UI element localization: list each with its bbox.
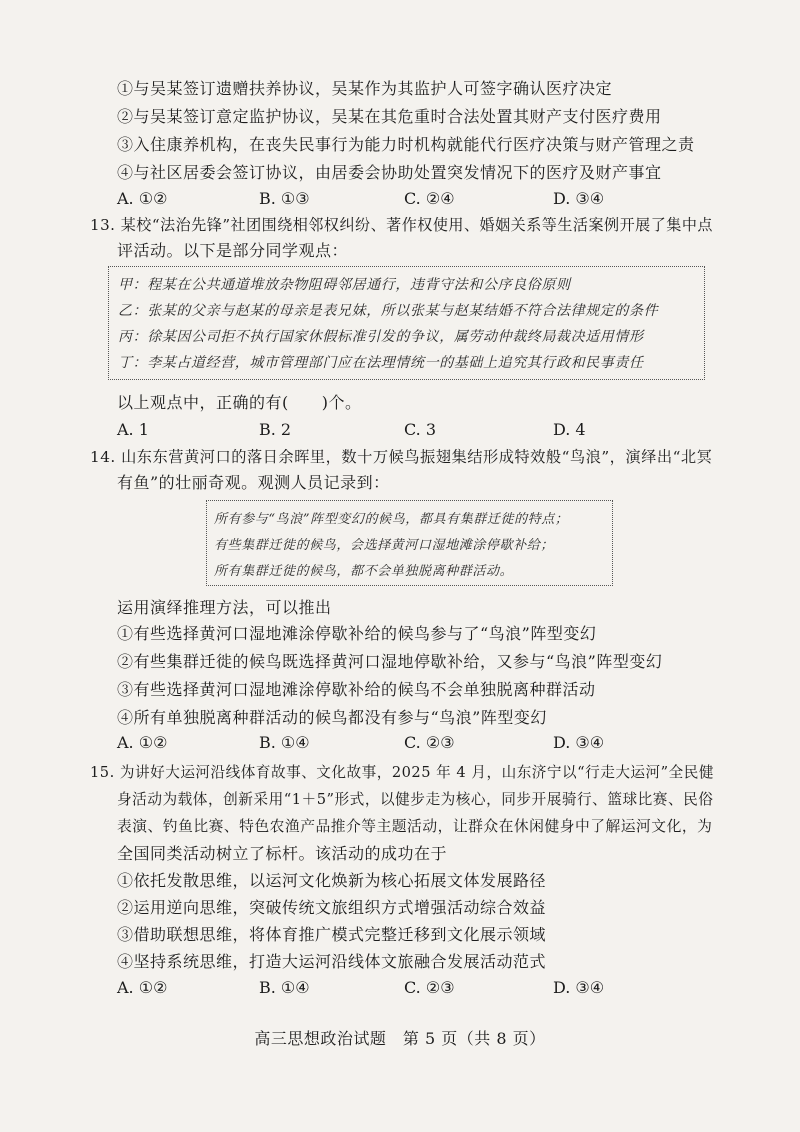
- q13-opinion-jia: 甲：程某在公共通道堆放杂物阻碍邻居通行，违背守法和公序良俗原则: [118, 277, 571, 293]
- q15-stem-line2: 身活动为载体，创新采用“1＋5”形式，以健步走为核心，同步开展骑行、篮球比赛、民俗: [117, 791, 714, 808]
- q15-stem-line1: 15. 为讲好大运河沿线体育故事、文化故事，2025 年 4 月，山东济宁以“行走大运河”全民健: [90, 764, 714, 781]
- q15-option-a: A. ①②: [117, 978, 168, 997]
- q13-option-a: A. 1: [117, 420, 149, 439]
- q12-item-1: ①与吴某签订遗赠扶养协议，吴某作为其监护人可签字确认医疗决定: [117, 79, 613, 98]
- q14-record-3: 所有集群迁徙的候鸟，都不会单独脱离种群活动。: [214, 564, 514, 579]
- q12-option-c: C. ②④: [404, 189, 455, 208]
- q12-option-b: B. ①③: [259, 189, 310, 208]
- q13-option-b: B. 2: [259, 420, 292, 439]
- q15-stem-line4: 全国同类活动树立了标杆。该活动的成功在于: [117, 844, 448, 863]
- q13-stem-line2: 评活动。以下是部分同学观点：: [117, 241, 349, 260]
- q14-item-3: ③有些选择黄河口湿地滩涂停歇补给的候鸟不会单独脱离种群活动: [117, 680, 596, 699]
- q12-item-2: ②与吴某签订意定监护协议，吴某在其危重时合法处置其财产支付医疗费用: [117, 107, 662, 126]
- q15-item-2: ②运用逆向思维，突破传统文旅组织方式增强活动综合效益: [117, 898, 547, 917]
- q12-item-4: ④与社区居委会签订协议，由居委会协助处置突发情况下的医疗及财产事宜: [117, 163, 662, 182]
- q14-item-4: ④所有单独脱离种群活动的候鸟都没有参与“鸟浪”阵型变幻: [117, 708, 547, 727]
- q12-item-3: ③入住康养机构，在丧失民事行为能力时机构就能代行医疗决策与财产管理之责: [117, 135, 695, 154]
- q15-option-b: B. ①④: [259, 978, 310, 997]
- q15-item-1: ①依托发散思维，以运河文化焕新为核心拓展文体发展路径: [117, 871, 547, 890]
- q15-option-c: C. ②③: [404, 978, 455, 997]
- q14-option-c: C. ②③: [404, 733, 455, 752]
- q14-stem-line2: 有鱼”的壮丽奇观。观测人员记录到：: [117, 473, 390, 492]
- q14-option-b: B. ①④: [259, 733, 310, 752]
- q15-option-d: D. ③④: [553, 978, 605, 997]
- q14-item-1: ①有些选择黄河口湿地滩涂停歇补给的候鸟参与了“鸟浪”阵型变幻: [117, 624, 597, 643]
- q15-item-4: ④坚持系统思维，打造大运河沿线体文旅融合发展活动范式: [117, 952, 547, 971]
- q14-option-a: A. ①②: [117, 733, 168, 752]
- q13-option-c: C. 3: [404, 420, 437, 439]
- q13-opinion-yi: 乙：张某的父亲与赵某的母亲是表兄妹，所以张某与赵某结婚不符合法律规定的条件: [118, 303, 659, 319]
- q14-option-d: D. ③④: [553, 733, 605, 752]
- q12-option-a: A. ①②: [117, 189, 168, 208]
- q14-item-2: ②有些集群迁徙的候鸟既选择黄河口湿地停歇补给，又参与“鸟浪”阵型变幻: [117, 652, 663, 671]
- q14-method: 运用演绎推理方法，可以推出: [117, 598, 332, 617]
- q15-stem-line3: 表演、钓鱼比赛、特色农渔产品推介等主题活动，让群众在休闲健身中了解运河文化，为: [117, 818, 713, 835]
- q14-stem-line1: 14. 山东东营黄河口的落日余晖里，数十万候鸟振翅集结形成特效般“鸟浪”，演绎出“北冥: [90, 448, 713, 466]
- page-footer: 高三思想政治试题 第 5 页（共 8 页）: [254, 1029, 546, 1048]
- q13-question: 以上观点中，正确的有( )个。: [117, 393, 362, 412]
- q13-stem-line1: 13. 某校“法治先锋”社团围绕相邻权纠纷、著作权使用、婚姻关系等生活案例开展了集中点: [90, 216, 713, 234]
- q13-option-d: D. 4: [553, 420, 586, 439]
- q13-opinion-ding: 丁：李某占道经营，城市管理部门应在法理情统一的基础上追究其行政和民事责任: [118, 355, 644, 371]
- q14-record-2: 有些集群迁徙的候鸟，会选择黄河口湿地滩涂停歇补给；: [214, 538, 555, 553]
- q14-record-1: 所有参与“鸟浪”阵型变幻的候鸟，都具有集群迁徙的特点；: [214, 512, 569, 527]
- q15-item-3: ③借助联想思维，将体育推广模式完整迁移到文化展示领域: [117, 925, 547, 944]
- q12-option-d: D. ③④: [553, 189, 605, 208]
- q13-opinion-bing: 丙：徐某因公司拒不执行国家休假标准引发的争议，属劳动仲裁终局裁决适用情形: [118, 329, 644, 345]
